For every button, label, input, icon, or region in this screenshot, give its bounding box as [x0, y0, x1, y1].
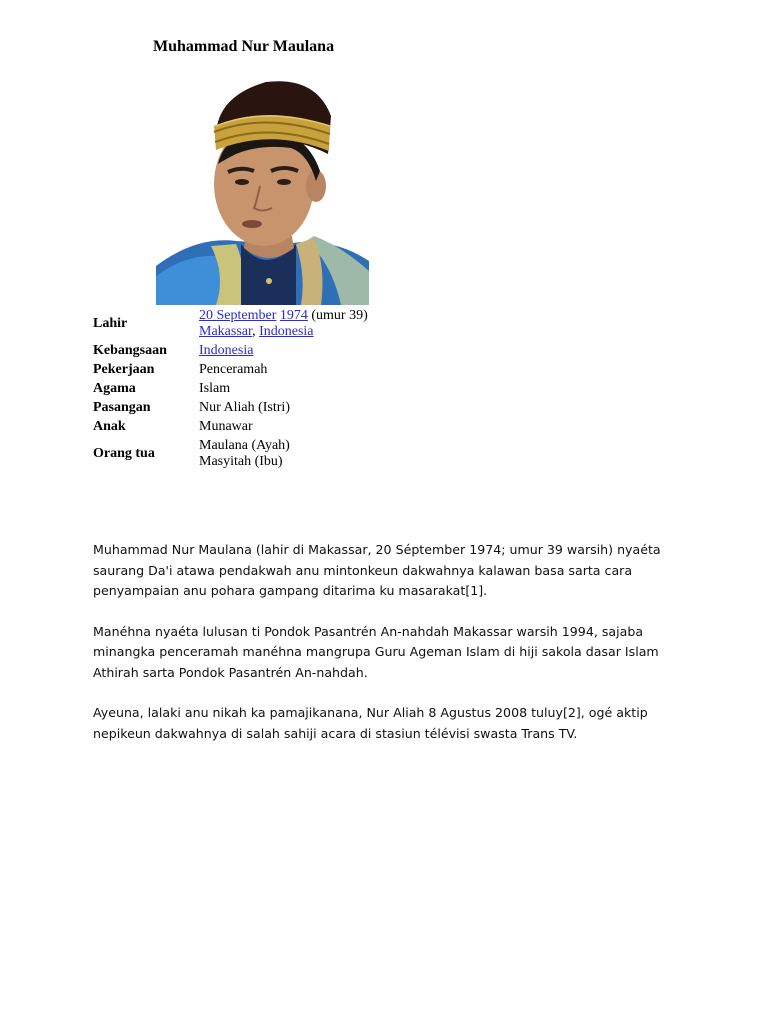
infobox-label: Lahir [93, 316, 128, 331]
parent-father: Maulana (Ayah) [199, 438, 290, 453]
infobox-value: Nur Aliah (Istri) [199, 400, 290, 415]
age-text: (umur 39) [311, 308, 368, 323]
infobox-label: Pasangan [93, 400, 151, 415]
infobox [93, 308, 368, 473]
portrait-illustration [156, 76, 369, 305]
paragraph-intro: Muhammad Nur Maulana (lahir di Makassar, 20 Séptember 1974; umur 39 warsih) nyaéta saurang Da'i atawa pendakwah anu mintonkeun dakwahnya kalawan basa sarta cara penyampaian anu pohara gampang ditarima ku masarakat[1]. [93, 542, 661, 598]
infobox-label: Anak [93, 419, 126, 434]
article-body [93, 540, 673, 764]
infobox-label: Pekerjaan [93, 362, 155, 377]
infobox-row-lahir [93, 308, 368, 340]
infobox-value: Munawar [199, 419, 253, 434]
portrait-photo [156, 76, 369, 305]
infobox-value [199, 308, 368, 340]
birth-year-link[interactable]: 1974 [279, 308, 308, 323]
parent-mother: Masyitah (Ibu) [199, 454, 283, 469]
birth-city-link[interactable]: Makassar [199, 324, 253, 339]
infobox-row-pasangan [93, 400, 368, 416]
paragraph-education: Manéhna nyaéta lulusan ti Pondok Pasantrén An-nahdah Makassar warsih 1994, sajaba minangka penceramah manéhna mangrupa Guru Ageman Islam di hiji sakola dasar Islam Athirah sarta Pondok Pasantrén An-nahdah. [93, 623, 659, 680]
infobox-value: Islam [199, 381, 231, 396]
infobox-row-agama [93, 381, 368, 397]
infobox-label: Kebangsaan [93, 343, 167, 358]
birth-country-link[interactable]: Indonesia [259, 324, 314, 339]
infobox-row-orang-tua [93, 438, 368, 470]
infobox-row-anak [93, 419, 368, 435]
page-title: Muhammad Nur Maulana [153, 38, 335, 55]
infobox-row-pekerjaan [93, 362, 368, 378]
nationality-link[interactable]: Indonesia [199, 343, 254, 358]
infobox-label: Orang tua [93, 446, 155, 461]
infobox-value [199, 343, 253, 359]
infobox-value: Penceramah [199, 362, 268, 377]
infobox-value [199, 438, 290, 470]
birth-date-link[interactable]: 20 September [199, 308, 277, 323]
paragraph-current: Ayeuna, lalaki anu nikah ka pamajikanana, Nur Aliah 8 Agustus 2008 tuluy[2], ogé aktip nepikeun dakwahnya di salah sahiji acara di stasiun télévisi swasta Trans TV. [93, 705, 648, 741]
separator-text: , [252, 324, 256, 339]
infobox-row-kebangsaan [93, 343, 368, 359]
infobox-label: Agama [93, 381, 136, 396]
